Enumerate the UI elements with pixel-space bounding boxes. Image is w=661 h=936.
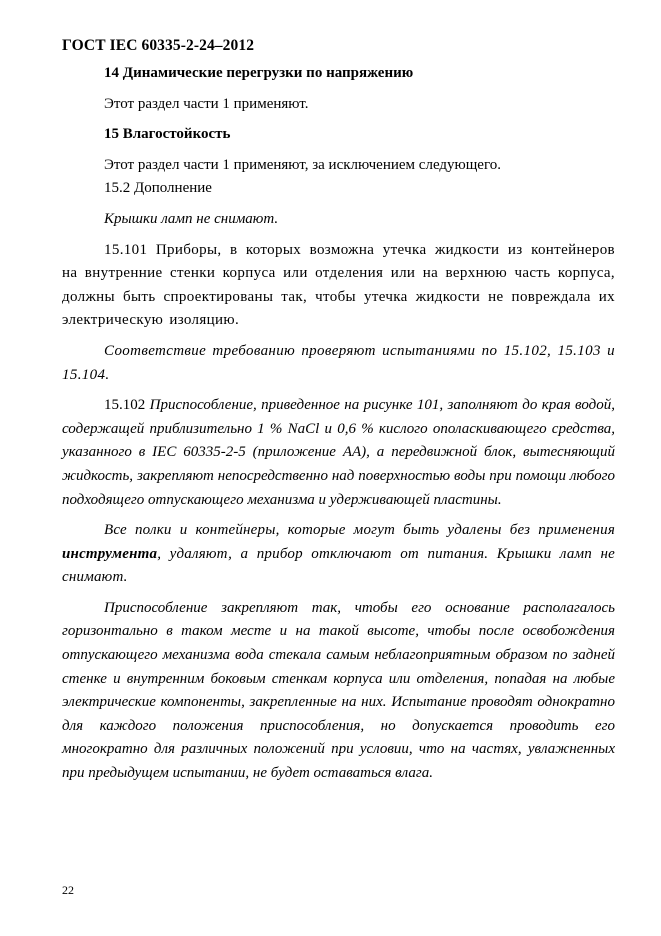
compliance-text: Соответствие требованию проверяют испытаниями по 15.102, 15.103 и 15.104. [62,342,615,383]
shelves-text-before: Все полки и контейнеры, которые могут быть удалены без применения [104,522,615,539]
section-15-title: 15 Влагостойкость [104,126,231,143]
shelves-text-after: , удаляют, а прибор отключают от питания. Крышки ламп не снимают. [62,545,615,586]
section-14-text: Этот раздел части 1 применяют. [104,95,309,112]
section-15-102-number: 15.102 [104,397,150,414]
section-15-101-text: 15.101 Приборы, в которых возможна утечка жидкости из контейнеров на внутренние стенки корпуса или отделения или на верхнюю часть корпуса, должны быть спроектированы так, чтобы утечка жидкости не повреждала их электрическую изоляцию. [62,241,615,329]
document-body [62,62,615,786]
section-15-102-text: Приспособление, приведенное на рисунке 101, заполняют до края водой, содержащей приблизительно 1 % NaCl и 0,6 % кислого ополаскивающего средства, указанного в IEC 60335-2-5 (приложение АА), а передвижной блок, вытесняющий жидкость, закрепляют непосредственно над поверхностью воды при помощи любого подходящего отпускающего механизма и удерживающей пластины. [62,397,616,508]
document-header: ГОСТ IEC 60335-2-24–2012 [62,37,255,54]
shelves-paragraph [62,519,615,590]
section-15-2-title: 15.2 Дополнение [104,180,212,197]
fixture-paragraph: Приспособление закрепляют так, чтобы его основание располагалось горизонтально в таком месте и на такой высоте, чтобы после освобождения отпускающего механизма вода стекала самым неблагоприятным образом по задней стенке и внутренним боковым стенкам корпуса или отделения, попадая на любые электрические компоненты, закрепленные на них. Испытание проводят однократно для каждого положения приспособления, но допускается проводить его многократно для различных положений при условии, что на частях, увлажненных при предыдущем испытании, не будет оставаться влага. [62,599,615,782]
section-14-title: 14 Динамические перегрузки по напряжению [104,65,414,81]
shelves-term: инструмента [62,545,158,562]
section-15-102-paragraph [62,394,615,512]
page-number: 22 [62,883,74,897]
section-15-text: Этот раздел части 1 применяют, за исключением следующего. [104,156,501,173]
section-15-2-note: Крышки ламп не снимают. [104,210,279,227]
